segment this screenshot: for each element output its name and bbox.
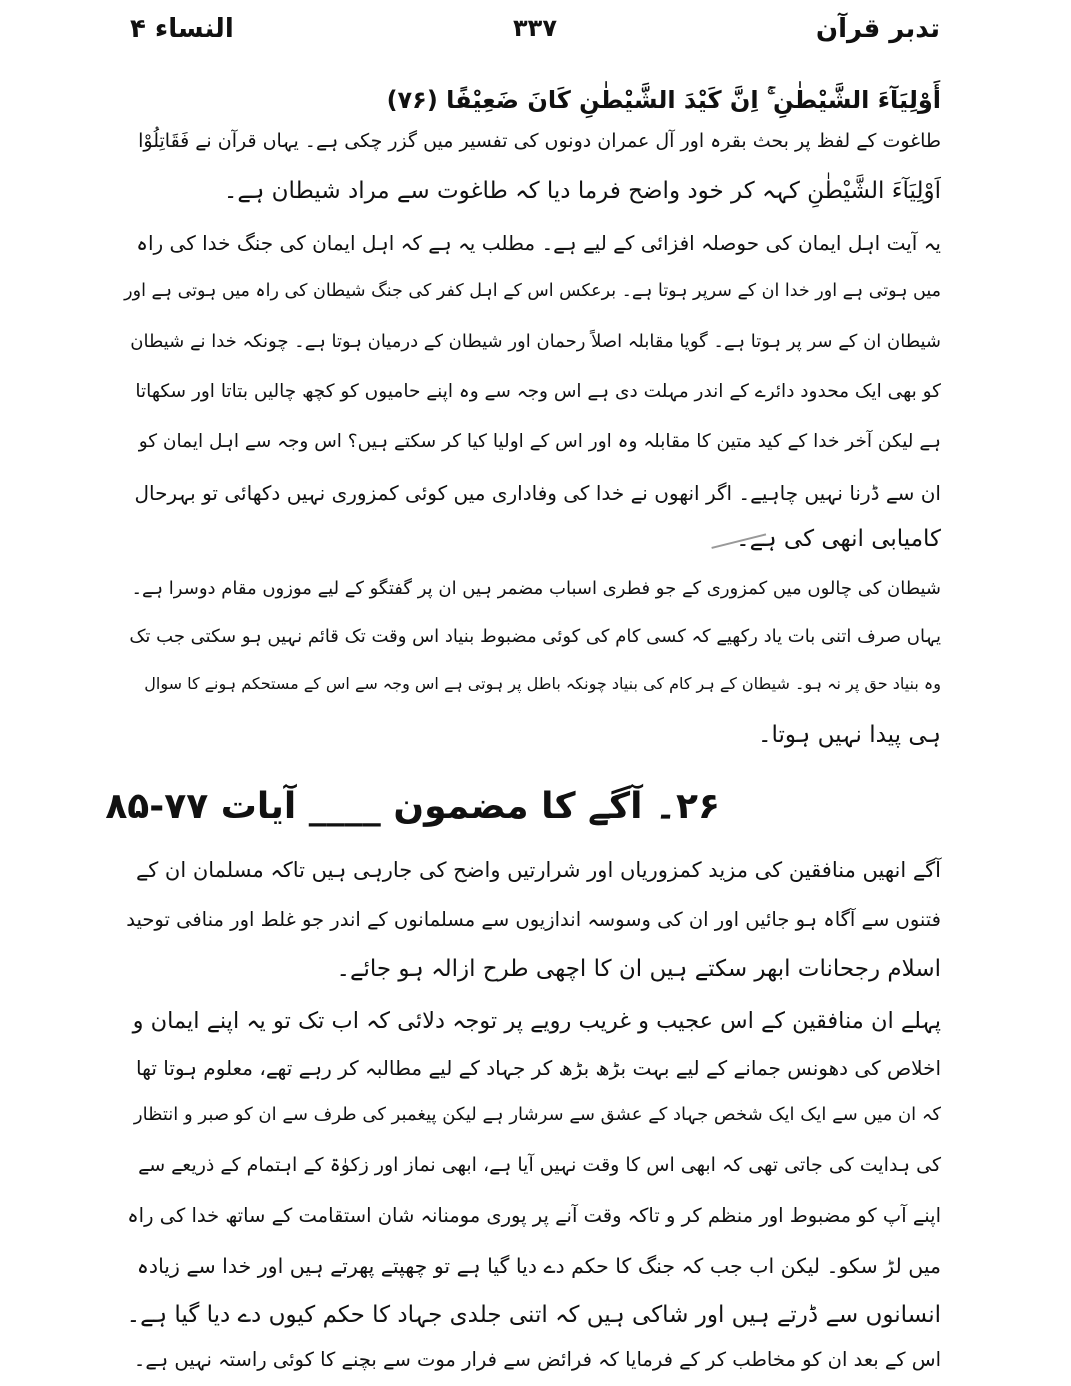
book-title: تدبر قرآن	[815, 14, 940, 44]
text-line: اسلام رجحانات ابھر سکتے ہیں ان کا اچھی طرح ازالہ ہو جائے۔	[336, 956, 941, 982]
page-header	[130, 14, 940, 60]
section-heading: ۲۶۔ آگے کا مضمون ____ آیات ۷۷-۸۵	[105, 786, 720, 827]
text-line: وہ بنیاد حق پر نہ ہو۔ شیطان کے ہر کام کی بنیاد چونکہ باطل پر ہوتی ہے اس وجہ سے اس کے مستحکم ہونے کا سوال	[144, 674, 941, 693]
text-line: اَوْلِيَآءَ الشَّيْطٰنِ کہہ کر خود واضح فرما دیا کہ طاغوت سے مراد شیطان ہے۔	[223, 178, 941, 204]
text-line: ان سے ڈرنا نہیں چاہیے۔ اگر انھوں نے خدا کی وفاداری میں کوئی کمزوری نہیں دکھائی تو بہرحال	[134, 481, 941, 505]
text-line: میں ہوتی ہے اور خدا ان کے سرپر ہوتا ہے۔ برعکس اس کے اہل کفر کی جنگ شیطان کی راہ میں ہوتی ہے اور	[124, 281, 941, 301]
text-line: اپنے آپ کو مضبوط اور منظم کر و تاکہ وقت آنے پر پوری مومنانہ شان استقامت کے ساتھ خدا کی راہ	[127, 1204, 941, 1227]
text-line: شیطان کی چالوں میں کمزوری کے جو فطری اسباب مضمر ہیں ان پر گفتگو کے لیے موزوں مقام دوسرا ہے۔	[131, 578, 941, 599]
text-line: اخلاص کی دھونس جمانے کے لیے بہت بڑھ بڑھ کر جہاد کے لیے مطالبہ کر رہے تھے، معلوم ہوتا تھا	[136, 1056, 941, 1080]
text-line: یہ آیت اہل ایمان کی حوصلہ افزائی کے لیے ہے۔ مطلب یہ ہے کہ اہل ایمان کی جنگ خدا کی راہ	[136, 231, 941, 255]
text-line: ہے لیکن آخر خدا کے کید متین کا مقابلہ وہ اور اس کے اولیا کیا کر سکتے ہیں؟ اس وجہ سے اہل ایمان کو	[138, 431, 941, 452]
text-line: طاغوت کے لفظ پر بحث بقرہ اور آل عمران دونوں کی تفسیر میں گزر چکی ہے۔ یہاں قرآن نے فَقَاتِلُوْا	[138, 130, 941, 152]
text-line: کہ ان میں سے ایک ایک شخص جہاد کے عشق سے سرشار ہے لیکن پیغمبر کی طرف سے ان کو صبر و انتظار	[133, 1104, 941, 1125]
text-line: یہاں صرف اتنی بات یاد رکھیے کہ کسی کام کی کوئی مضبوط بنیاد اس وقت تک قائم نہیں ہو سکتی جب تک	[129, 626, 941, 647]
text-line: میں لڑ سکو۔ لیکن اب جب کہ جنگ کا حکم دے دیا گیا ہے تو چھپتے پھرتے ہیں اور خدا سے زیادہ	[136, 1254, 941, 1278]
page-number: ۳۳۷	[513, 14, 557, 42]
text-line: اس کے بعد ان کو مخاطب کر کے فرمایا کہ فرائض سے فرار موت سے بچنے کا کوئی راستہ نہیں ہے۔	[133, 1348, 941, 1371]
quran-verse-line: أَوْلِيَآءَ الشَّيْطٰنِ ۚ اِنَّ كَيْدَ الشَّيْطٰنِ كَانَ ضَعِيْفًا (۷۶)	[386, 86, 941, 114]
text-line: کامیابی انھی کی ہے۔	[736, 526, 941, 552]
text-line: فتنوں سے آگاہ ہو جائیں اور ان کی وسوسہ اندازیوں سے مسلمانوں کے اندر جو غلط اور منافی توحید	[126, 908, 941, 931]
text-line: انسانوں سے ڈرتے ہیں اور شاکی ہیں کہ اتنی جلدی جہاد کا حکم کیوں دے دیا گیا ہے۔	[126, 1302, 941, 1328]
text-line: کی ہدایت کی جاتی تھی کہ ابھی اس کا وقت نہیں آیا ہے، ابھی نماز اور زکوٰۃ کے اہتمام کے ذریعے سے	[138, 1154, 941, 1176]
text-line: شیطان ان کے سر پر ہوتا ہے۔ گویا مقابلہ اصلاً رحمان اور شیطان کے درمیان ہوتا ہے۔ چونکہ خدا نے شیطان	[130, 331, 941, 352]
text-line: ہی پیدا نہیں ہوتا۔	[758, 722, 941, 748]
text-line: آگے انھیں منافقین کی مزید کمزوریاں اور شرارتیں واضح کی جارہی ہیں تاکہ مسلمان ان کے	[135, 858, 941, 882]
surah-name: النساء ۴	[130, 14, 234, 44]
text-line: پہلے ان منافقین کے اس عجیب و غریب رویے پر توجہ دلائی کہ اب تک تو یہ اپنے ایمان و	[132, 1008, 941, 1034]
text-line: کو بھی ایک محدود دائرے کے اندر مہلت دی ہے اس وجہ سے وہ اپنے حامیوں کو کچھ چالیں بتاتا اور سکھاتا	[135, 381, 941, 402]
